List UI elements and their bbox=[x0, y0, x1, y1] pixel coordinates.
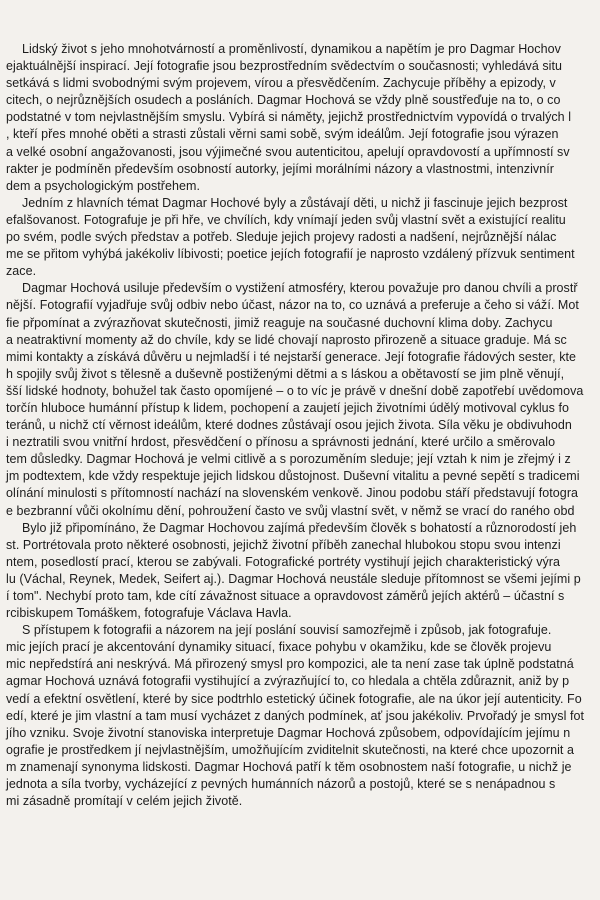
text-line: edí, které je jim vlastní a tam musí vycházet z daných podmínek, ať jsou jakékoliv. Prvořadý je smysl fot bbox=[6, 708, 584, 723]
text-line: torčín hluboce humánní přístup k lidem, pochopení a zaujetí jejich životními údělý motivoval cyklus fo bbox=[6, 400, 570, 415]
text-line: jednota a síla tvorby, vycházející z pevných humánních názorů a postojů, které se s nenápadnou s bbox=[6, 777, 556, 792]
body-text bbox=[0, 41, 600, 810]
text-line: efalšovanost. Fotografuje je při hře, ve chvílích, kdy vnímají jeden svůj vlastní svět a existující realitu bbox=[6, 212, 566, 227]
text-line: í tom". Nechybí proto tam, kde cítí závažnost situace a opravdovost záměrů jejích aktérů – účastní s bbox=[6, 589, 565, 603]
text-line: mi zásadně promítají v celém jejich životě. bbox=[6, 794, 243, 809]
text-line: Dagmar Hochová usiluje především o vystižení atmosféry, kterou považuje pro danou chvíli a prostř bbox=[22, 281, 578, 296]
text-line: olínání minulosti s přítomností nachází na slovenském venkově. Jinou podobu stáří představují fotogra bbox=[6, 486, 579, 501]
text-line: Jedním z hlavních témat Dagmar Hochové byly a zůstávají děti, u nichž ji fascinuje jejich bezprost bbox=[22, 195, 568, 210]
text-line: teránů, u nichž ctí věrnost ideálům, které dodnes zůstávají osou jejich života. Síla věku je obdivuhodn bbox=[6, 418, 572, 433]
text-line: setkává s lidmi svobodnými svým projevem, vírou a přesvědčením. Zachycuje příběhy a epizody, v bbox=[6, 76, 556, 91]
text-line: ejaktuálnější inspirací. Její fotografie jsou bezprostředním svědectvím o současnosti; vyhledává situ bbox=[6, 59, 563, 74]
text-line: ntem, posedlostí prací, kterou se zabývali. Fotografické portréty vystihují jejich charakteristický výra bbox=[6, 554, 561, 569]
text-line: nější. Fotografií vyjadřuje svůj odbiv nebo účast, názor na to, co uznává a preferuje a čeho si váží. Mot bbox=[6, 298, 579, 313]
text-line: vedí a efektní osvětlení, které by sice podtrhlo estetický účinek fotografie, ale na úkor její autenticity. Fo bbox=[6, 691, 582, 706]
text-line: e bezbranní vůči okolnímu dění, pohroužení často ve svůj vlastní svět, v němž se vrací do raného obd bbox=[6, 503, 575, 518]
text-line: me se přitom vyhýbá jakékoliv líbivosti; poetice jejích fotografií je naprosto vzdálený přízvuk sentiment bbox=[6, 247, 575, 262]
text-line: S přístupem k fotografii a názorem na její poslání souvisí samozřejmě i způsob, jak fotografuje. bbox=[22, 623, 552, 638]
text-line: podstatné v tom nejvlastnějším smyslu. Vybírá si náměty, jejichž prostřednictvím vypovídá o trvalých l bbox=[6, 110, 572, 125]
text-line: mic jejích prací je akcentování dynamiky situací, fixace pohybu v okamžiku, kde se člověk projevu bbox=[6, 640, 552, 655]
text-line: Bylo již připomínáno, že Dagmar Hochovou zajímá především člověk s bohatostí a různorodostí jeh bbox=[22, 520, 577, 535]
text-line: šší lidské hodnoty, bohužel tak často opomíjené – o to víc je právě v dnešní době zapotřebí uvědomova bbox=[6, 383, 584, 398]
text-line: zace. bbox=[6, 264, 37, 279]
text-line: mimi kontakty a získává důvěru u nejmladší i té nejstarší generace. Její fotografie řádových sester, kte bbox=[6, 349, 577, 364]
text-line: i neztratili svou vnitřní hrdost, přesvědčení o přínosu a správnosti jednání, které určilo a směrovalo bbox=[6, 435, 556, 450]
text-line: a velké osobní angažovanosti, jsou výjimečné svou autenticitou, apelují opravdovostí a upřímností sv bbox=[6, 144, 570, 159]
text-line: rakter je podmíněn především osobností autorky, jejími morálními názory a vlastnostmi, intenzivnír bbox=[6, 161, 554, 176]
text-line: ografie je prostředkem jí nejvlastnějším, umožňujícím zviditelnit skutečnosti, na které chce upozornit a bbox=[6, 742, 574, 757]
text-line: mic nepředstírá ani neskrývá. Má přirozený smysl pro kompozici, ale ta není zase tak úplně podstatná bbox=[6, 657, 574, 672]
text-line: , kteří přes mnohé oběti a strasti zůstali věrni sami sobě, svým ideálům. Její fotografie jsou výrazen bbox=[6, 127, 559, 142]
text-line: po svém, podle svých představ a potřeb. Sleduje jejich projevy radosti a nadšení, nejrůznější nálac bbox=[6, 230, 557, 245]
text-line: st. Portrétovala proto některé osobnosti, jejichž životní příběh zanechal hlubokou stopu svou intenzi bbox=[6, 537, 561, 552]
text-line: agmar Hochová uznává fotografii vystihující a zvýrazňující to, co hledala a chtěla zdůraznit, aniž by p bbox=[6, 674, 570, 689]
text-line: rcibiskupem Tomáškem, fotografuje Václava Havla. bbox=[6, 606, 292, 621]
text-line: m znamenají synonyma lidskosti. Dagmar Hochová patří k těm osobnostem naší fotografie, u nichž je bbox=[6, 759, 572, 774]
text-line: jího vzniku. Svoje životní stanoviska interpretuje Dagmar Hochová způsobem, odpovídajícím jejímu n bbox=[6, 725, 571, 740]
text-line: fie přpomínat a zvýrazňovat skutečnosti, jimiž reaguje na současné duchovní klima doby. Zachycu bbox=[6, 315, 553, 330]
text-line: jm podtextem, kde vždy respektuje jejich lidskou důstojnost. Duševní vitalitu a pevné sepětí s tradicemi bbox=[6, 469, 580, 484]
text-line: a neatraktivní momenty až do chvíle, kdy se lidé chovají naprosto přirozeně a situace graduje. Má sc bbox=[6, 332, 567, 347]
text-line: h spojily svůj život s tělesně a duševně postiženými dětmi a s láskou a obětavostí se jim plně věnují, bbox=[6, 366, 565, 381]
text-line: dem a psychologickým postřehem. bbox=[6, 178, 200, 193]
text-line: citech, o nejrůznějších osudech a posláních. Dagmar Hochová se vždy plně soustřeďuje na to, o co bbox=[6, 93, 561, 108]
text-line: tem důsledky. Dagmar Hochová je velmi citlivě a s porozuměním sleduje; její vztah k nim je zřejmý i z bbox=[6, 452, 571, 467]
text-line: Lidský život s jeho mnohotvárností a proměnlivostí, dynamikou a napětím je pro Dagmar Hochov bbox=[22, 42, 561, 56]
text-line: lu (Váchal, Reynek, Medek, Seifert aj.). Dagmar Hochová neustále sleduje přítomnost se všemi jejími p bbox=[6, 571, 581, 586]
